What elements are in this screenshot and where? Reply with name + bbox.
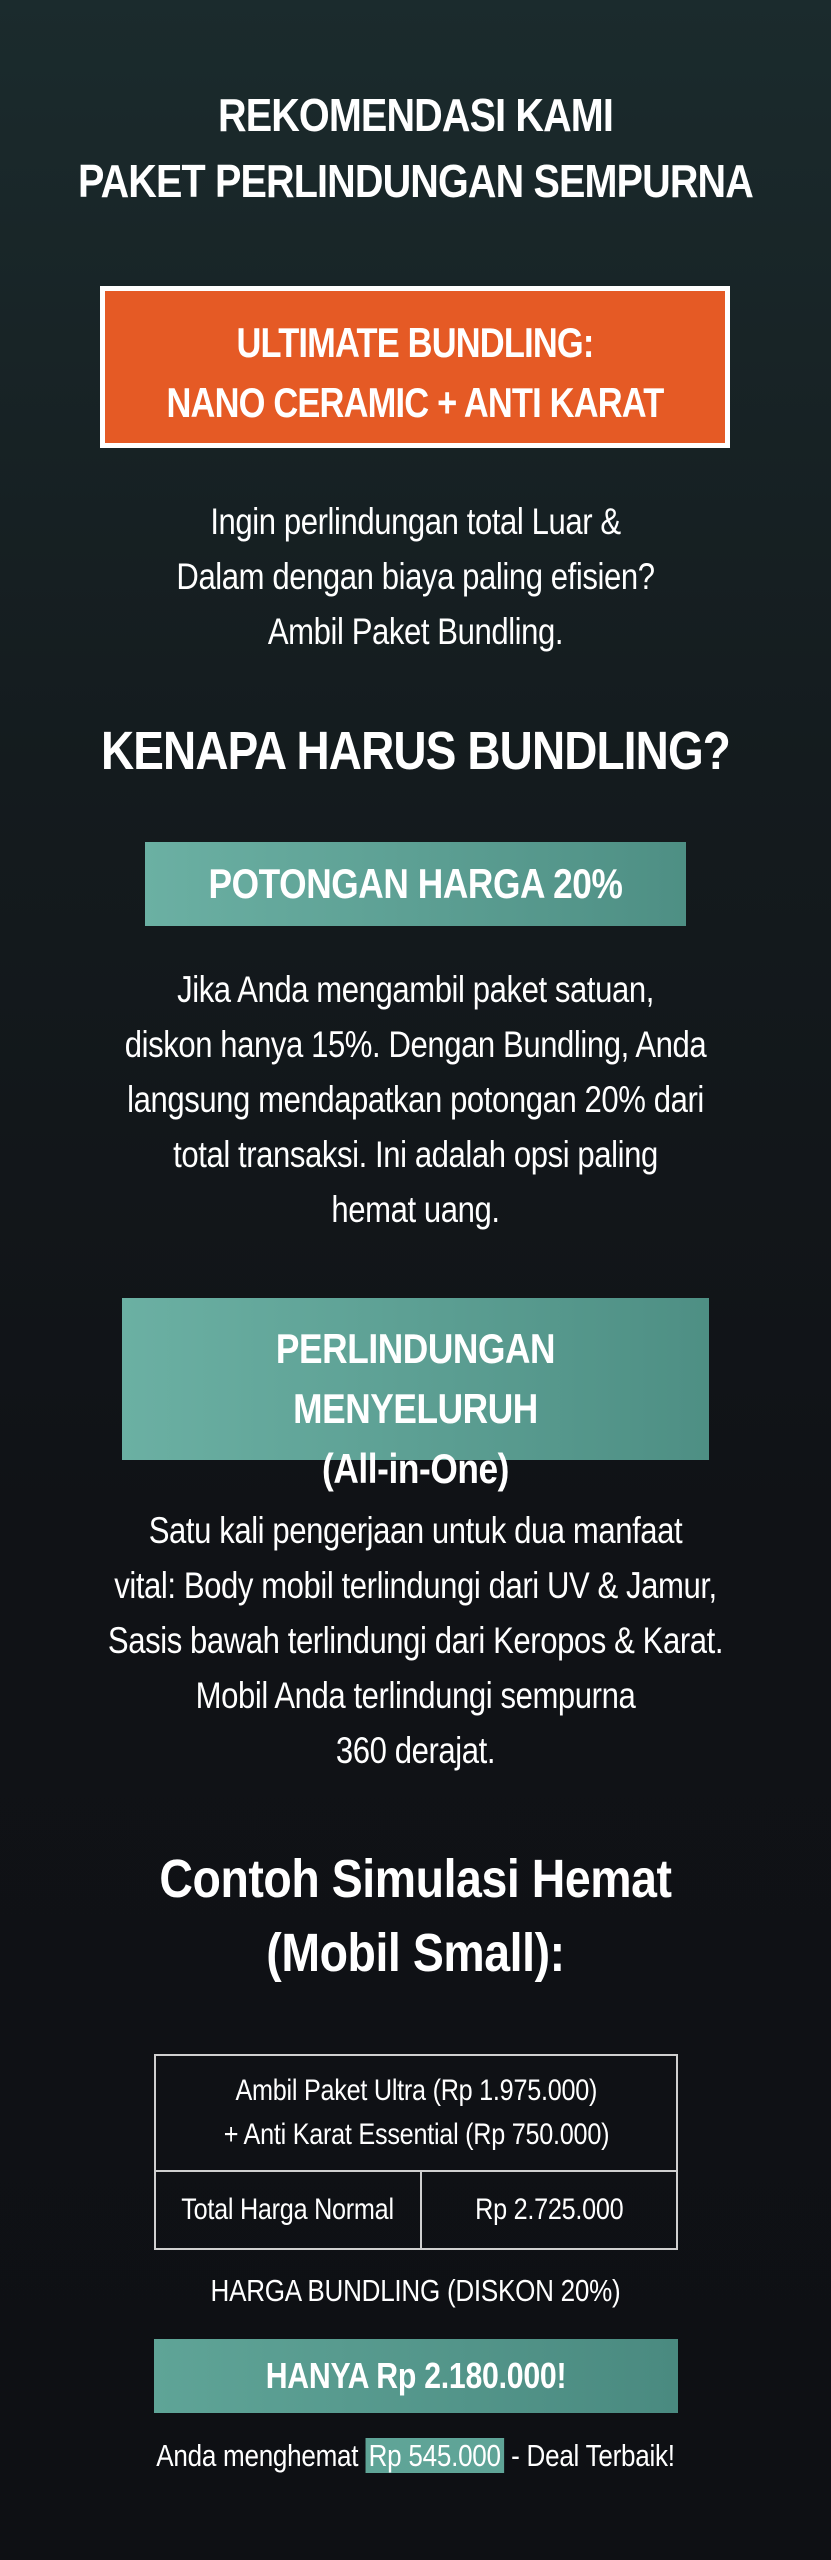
bundle-price-text: HANYA Rp 2.180.000! [265,2355,567,2396]
why-heading: KENAPA HARUS BUNDLING? [100,721,730,781]
bundle-price-label: HARGA BUNDLING (DISKON 20%) [210,2273,621,2308]
benefit-allinone-line: 360 derajat. [335,1730,496,1771]
savings-suffix: - Deal Terbaik! [511,2438,675,2473]
benefit-allinone-line: Sasis bawah terlindungi dari Keropos & Karat. [107,1620,724,1661]
bundle-price-banner [154,2339,678,2413]
benefit-discount-line: langsung mendapatkan potongan 20% dari [127,1079,704,1120]
benefit-allinone-title-2: (All-in-One) [321,1445,510,1492]
title-line-1: REKOMENDASI KAMI [217,89,614,141]
benefit-discount-banner [145,842,686,926]
simulation-table [154,2054,678,2250]
benefit-discount-line: Jika Anda mengambil paket satuan, [177,969,654,1010]
ultimate-line-2: NANO CERAMIC + ANTI KARAT [166,379,664,426]
savings-amount: Rp 545.000 [365,2438,504,2473]
benefit-allinone-banner [122,1298,709,1492]
savings-text [66,2436,764,2476]
package-cell [155,2055,677,2171]
intro-line: Dalam dengan biaya paling efisien? [176,556,655,597]
title-line-2: PAKET PERLINDUNGAN SEMPURNA [78,155,753,207]
benefit-discount-text [100,962,731,1237]
simulation-title [58,1842,773,1990]
benefit-allinone-line: Satu kali pengerjaan untuk dua manfaat [148,1510,683,1551]
page-title [58,82,773,214]
ultimate-bundling-box [100,286,730,448]
package-line-2: + Anti Karat Essential (Rp 750.000) [223,2118,609,2151]
benefit-allinone-text [100,1503,731,1778]
normal-price-value-text: Rp 2.725.000 [474,2193,624,2226]
benefit-discount-line: diskon hanya 15%. Dengan Bundling, Anda [124,1024,707,1065]
benefit-discount-line: total transaksi. Ini adalah opsi paling [173,1134,658,1175]
table-row [155,2055,677,2171]
intro-line: Ambil Paket Bundling. [267,611,564,652]
normal-price-label [155,2171,421,2249]
benefit-discount-title: POTONGAN HARGA 20% [208,860,623,907]
package-line-1: Ambil Paket Ultra (Rp 1.975.000) [235,2074,597,2107]
savings-prefix: Anda menghemat [156,2438,359,2473]
benefit-discount-line: hemat uang. [331,1189,500,1230]
intro-line: Ingin perlindungan total Luar & [210,501,621,542]
ultimate-line-1: ULTIMATE BUNDLING: [236,319,594,366]
benefit-allinone-line: Mobil Anda terlindungi sempurna [195,1675,636,1716]
simulation-title-line-2: (Mobil Small): [266,1923,565,1983]
simulation-title-line-1: Contoh Simulasi Hemat [159,1849,672,1909]
normal-price-value [421,2171,677,2249]
normal-price-label-text: Total Harga Normal [181,2193,395,2226]
intro-text [100,494,731,659]
benefit-allinone-line: vital: Body mobil terlindungi dari UV & Jamur, [114,1565,717,1606]
table-row [155,2171,677,2249]
benefit-allinone-title-1: PERLINDUNGAN MENYELURUH [275,1325,556,1432]
